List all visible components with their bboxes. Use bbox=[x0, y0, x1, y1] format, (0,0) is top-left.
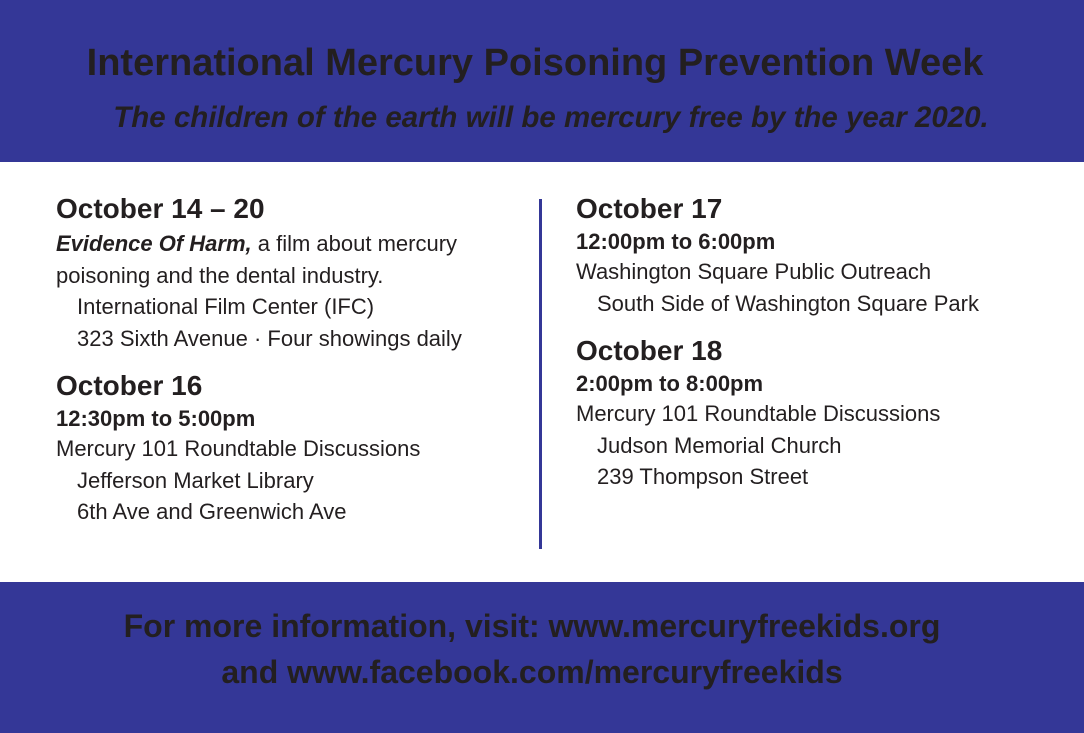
event-time: 2:00pm to 8:00pm bbox=[576, 371, 764, 396]
event-october-17 bbox=[576, 190, 1076, 319]
event-name: Mercury 101 Roundtable Discussions bbox=[56, 436, 421, 461]
event-date: October 14 – 20 bbox=[56, 193, 265, 224]
event-time: 12:00pm to 6:00pm bbox=[576, 229, 776, 254]
event-venue: South Side of Washington Square Park bbox=[597, 290, 979, 316]
page-subtitle: The children of the earth will be mercury free by the year 2020. bbox=[113, 101, 989, 134]
event-date: October 18 bbox=[576, 335, 723, 366]
event-october-18 bbox=[576, 332, 1076, 493]
event-date: October 16 bbox=[56, 370, 203, 401]
page-title: International Mercury Poisoning Prevention Week bbox=[86, 42, 984, 84]
event-description-part2: poisoning and the dental industry. bbox=[56, 262, 384, 288]
film-title: Evidence Of Harm, bbox=[56, 231, 252, 256]
event-name: Mercury 101 Roundtable Discussions bbox=[576, 401, 941, 426]
column-divider bbox=[539, 199, 542, 549]
event-venue: Jefferson Market Library bbox=[77, 467, 314, 493]
footer-info-line: For more information, visit: www.mercuryfreekids.org bbox=[123, 608, 941, 644]
event-venue: International Film Center (IFC) bbox=[77, 294, 375, 319]
footer-facebook-line: and www.facebook.com/mercuryfreekids bbox=[221, 654, 843, 690]
event-address: 239 Thompson Street bbox=[597, 464, 809, 489]
event-description-part1: a film about mercury bbox=[251, 231, 458, 256]
left-column bbox=[56, 190, 526, 528]
event-address: 6th Ave and Greenwich Ave bbox=[77, 499, 347, 524]
event-description bbox=[56, 228, 526, 260]
right-column bbox=[576, 190, 1076, 493]
event-address: 323 Sixth Avenue · Four showings daily bbox=[77, 325, 462, 351]
event-date: October 17 bbox=[576, 193, 723, 224]
event-october-14-20 bbox=[56, 190, 526, 354]
event-time: 12:30pm to 5:00pm bbox=[56, 406, 256, 431]
event-venue: Judson Memorial Church bbox=[597, 432, 842, 458]
event-october-16 bbox=[56, 367, 526, 528]
event-name: Washington Square Public Outreach bbox=[576, 259, 932, 284]
